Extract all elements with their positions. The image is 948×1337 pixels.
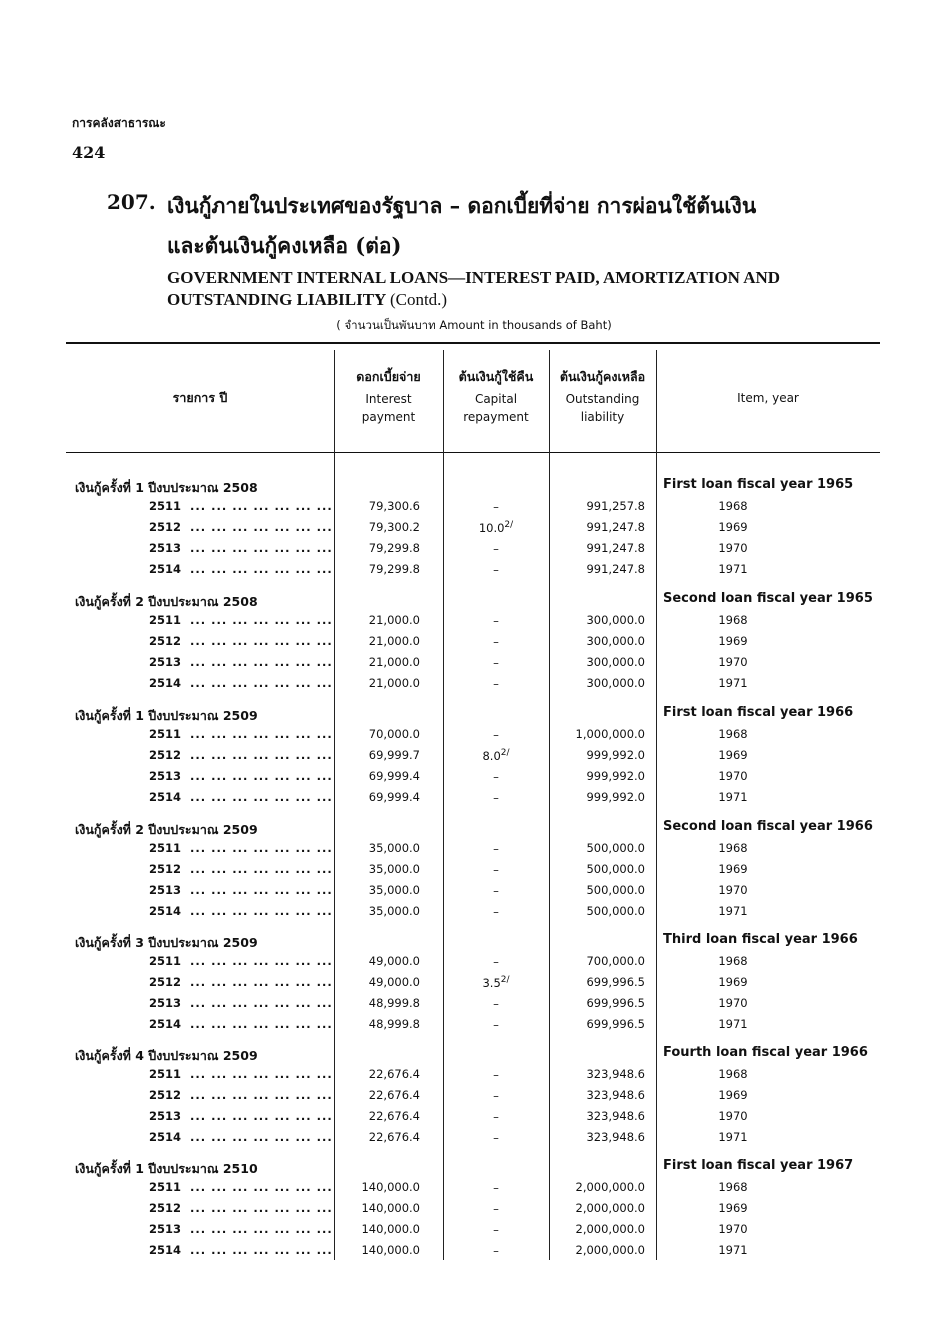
footnote-ref: 2/ xyxy=(504,520,514,530)
interest-payment: 79,299.8 xyxy=(368,562,420,576)
interest-payment: 22,676.4 xyxy=(368,1109,420,1123)
table-row xyxy=(0,881,948,902)
header-bottom-rule xyxy=(66,452,880,453)
table-row xyxy=(0,860,948,881)
capital-value: – xyxy=(493,727,499,742)
leader-dots: ... ... ... ... ... ... ... xyxy=(190,904,333,918)
capital-value: – xyxy=(493,541,499,556)
interest-payment: 21,000.0 xyxy=(368,655,420,669)
group-label-english: First loan fiscal year 1966 xyxy=(663,705,854,720)
capital-repayment xyxy=(443,975,549,990)
interest-payment: 21,000.0 xyxy=(368,613,420,627)
year-thai: 2513 xyxy=(149,1109,182,1123)
capital-repayment xyxy=(443,613,549,628)
year-thai: 2514 xyxy=(149,562,182,576)
year-thai: 2512 xyxy=(149,1201,182,1215)
capital-repayment xyxy=(443,1222,549,1237)
table-row xyxy=(0,518,948,539)
outstanding-liability: 999,992.0 xyxy=(586,790,645,804)
year-english: 1968 xyxy=(718,1180,748,1194)
year-english: 1970 xyxy=(718,1109,748,1123)
table-row xyxy=(0,902,948,923)
interest-payment: 140,000.0 xyxy=(361,1222,420,1236)
outstanding-liability: 500,000.0 xyxy=(586,862,645,876)
group-label-thai: เงินกู้ครั้งที่ 1 ปีงบประมาณ 2510 xyxy=(75,1161,258,1176)
year-thai: 2512 xyxy=(149,748,182,762)
page-number: 424 xyxy=(72,143,106,162)
year-thai: 2513 xyxy=(149,996,182,1010)
capital-repayment xyxy=(443,996,549,1011)
year-english: 1968 xyxy=(718,499,748,513)
units-note: ( จำนวนเป็นพันบาท Amount in thousands of Baht) xyxy=(336,318,612,332)
outstanding-liability: 500,000.0 xyxy=(586,904,645,918)
leader-dots: ... ... ... ... ... ... ... xyxy=(190,1109,333,1123)
year-thai: 2513 xyxy=(149,1222,182,1236)
capital-repayment xyxy=(443,883,549,898)
outstanding-liability: 999,992.0 xyxy=(586,769,645,783)
interest-payment: 22,676.4 xyxy=(368,1130,420,1144)
leader-dots: ... ... ... ... ... ... ... xyxy=(190,727,333,741)
capital-value: – xyxy=(493,562,499,577)
capital-value: – xyxy=(493,1201,499,1216)
leader-dots: ... ... ... ... ... ... ... xyxy=(190,613,333,627)
table-row xyxy=(0,539,948,560)
year-english: 1969 xyxy=(718,975,748,989)
group-header-row xyxy=(0,476,948,497)
group-label-thai: เงินกู้ครั้งที่ 3 ปีงบประมาณ 2509 xyxy=(75,935,258,950)
group-label-thai: เงินกู้ครั้งที่ 4 ปีงบประมาณ 2509 xyxy=(75,1048,258,1063)
interest-payment: 69,999.4 xyxy=(368,790,420,804)
capital-repayment xyxy=(443,1201,549,1216)
interest-payment: 140,000.0 xyxy=(361,1201,420,1215)
outstanding-liability: 2,000,000.0 xyxy=(575,1201,645,1215)
table-row xyxy=(0,973,948,994)
leader-dots: ... ... ... ... ... ... ... xyxy=(190,562,333,576)
table-row xyxy=(0,1220,948,1241)
interest-payment: 35,000.0 xyxy=(368,904,420,918)
year-thai: 2511 xyxy=(149,841,182,855)
capital-value: 3.5 xyxy=(482,975,501,990)
year-thai: 2511 xyxy=(149,1180,182,1194)
outstanding-liability: 991,247.8 xyxy=(586,520,645,534)
capital-value: – xyxy=(493,1222,499,1237)
outstanding-liability: 500,000.0 xyxy=(586,883,645,897)
outstanding-thai-label: ต้นเงินกู้คงเหลือ xyxy=(559,369,646,384)
column-header-item-english xyxy=(656,389,880,407)
capital-repayment xyxy=(443,904,549,919)
outstanding-liability: 699,996.5 xyxy=(586,1017,645,1031)
interest-payment: 79,300.6 xyxy=(368,499,420,513)
interest-thai-label: ดอกเบี้ยจ่าย xyxy=(356,369,421,384)
interest-payment: 35,000.0 xyxy=(368,883,420,897)
group-header-row xyxy=(0,590,948,611)
year-thai: 2512 xyxy=(149,634,182,648)
year-english: 1968 xyxy=(718,727,748,741)
year-thai: 2511 xyxy=(149,499,182,513)
table-row xyxy=(0,1107,948,1128)
table-row xyxy=(0,1241,948,1262)
item-english-label: Item, year xyxy=(737,391,799,405)
year-english: 1971 xyxy=(718,562,748,576)
capital-value: – xyxy=(493,1243,499,1258)
year-thai: 2511 xyxy=(149,954,182,968)
capital-repayment xyxy=(443,655,549,670)
outstanding-liability: 991,247.8 xyxy=(586,562,645,576)
leader-dots: ... ... ... ... ... ... ... xyxy=(190,954,333,968)
year-thai: 2513 xyxy=(149,541,182,555)
table-row xyxy=(0,632,948,653)
capital-english-label-2: repayment xyxy=(463,410,529,424)
interest-payment: 140,000.0 xyxy=(361,1180,420,1194)
title-contd: (Contd.) xyxy=(389,290,448,309)
group-label-english: Third loan fiscal year 1966 xyxy=(663,932,858,947)
year-thai: 2514 xyxy=(149,904,182,918)
capital-value: – xyxy=(493,769,499,784)
capital-repayment xyxy=(443,748,549,763)
capital-repayment xyxy=(443,769,549,784)
outstanding-liability: 323,948.6 xyxy=(586,1130,645,1144)
leader-dots: ... ... ... ... ... ... ... xyxy=(190,655,333,669)
year-english: 1970 xyxy=(718,769,748,783)
capital-value: – xyxy=(493,1130,499,1145)
capital-value: – xyxy=(493,790,499,805)
year-english: 1971 xyxy=(718,1243,748,1257)
leader-dots: ... ... ... ... ... ... ... xyxy=(190,1201,333,1215)
group-label-english: Second loan fiscal year 1965 xyxy=(663,591,873,606)
year-english: 1971 xyxy=(718,676,748,690)
year-english: 1969 xyxy=(718,748,748,762)
table-number: 207. xyxy=(107,190,156,214)
outstanding-liability: 991,247.8 xyxy=(586,541,645,555)
capital-repayment xyxy=(443,541,549,556)
interest-payment: 49,000.0 xyxy=(368,954,420,968)
capital-repayment xyxy=(443,1130,549,1145)
title-thai-line-1: เงินกู้ภายในประเทศของรัฐบาล – ดอกเบี้ยที่จ่าย การผ่อนใช้ต้นเงิน xyxy=(167,193,757,218)
leader-dots: ... ... ... ... ... ... ... xyxy=(190,1067,333,1081)
year-english: 1970 xyxy=(718,883,748,897)
year-thai: 2514 xyxy=(149,676,182,690)
year-thai: 2511 xyxy=(149,1067,182,1081)
outstanding-liability: 300,000.0 xyxy=(586,655,645,669)
year-thai: 2512 xyxy=(149,1088,182,1102)
group-label-english: Fourth loan fiscal year 1966 xyxy=(663,1045,868,1060)
title-english-line-2 xyxy=(167,290,447,310)
outstanding-liability: 300,000.0 xyxy=(586,634,645,648)
footnote-ref: 2/ xyxy=(500,748,510,758)
title-english-line-1: GOVERNMENT INTERNAL LOANS—INTEREST PAID, AMORTIZATION AND xyxy=(167,268,781,287)
year-english: 1969 xyxy=(718,1088,748,1102)
interest-payment: 22,676.4 xyxy=(368,1067,420,1081)
column-header-outstanding xyxy=(549,368,656,426)
group-label-english: First loan fiscal year 1967 xyxy=(663,1158,854,1173)
table-row xyxy=(0,1086,948,1107)
leader-dots: ... ... ... ... ... ... ... xyxy=(190,975,333,989)
leader-dots: ... ... ... ... ... ... ... xyxy=(190,996,333,1010)
group-header-row xyxy=(0,931,948,952)
outstanding-liability: 999,992.0 xyxy=(586,748,645,762)
title-english-line-2-text: OUTSTANDING LIABILITY xyxy=(167,290,386,309)
outstanding-liability: 323,948.6 xyxy=(586,1067,645,1081)
outstanding-liability: 991,257.8 xyxy=(586,499,645,513)
outstanding-liability: 700,000.0 xyxy=(586,954,645,968)
year-thai: 2512 xyxy=(149,975,182,989)
capital-value: – xyxy=(493,1109,499,1124)
table-row xyxy=(0,952,948,973)
leader-dots: ... ... ... ... ... ... ... xyxy=(190,790,333,804)
year-thai: 2512 xyxy=(149,862,182,876)
interest-payment: 70,000.0 xyxy=(368,727,420,741)
item-thai-label: รายการ ปี xyxy=(172,390,228,405)
year-english: 1968 xyxy=(718,613,748,627)
capital-thai-label: ต้นเงินกู้ใช้คืน xyxy=(458,369,534,384)
table-row xyxy=(0,1128,948,1149)
capital-repayment xyxy=(443,520,549,535)
capital-repayment xyxy=(443,1180,549,1195)
group-header-row xyxy=(0,1044,948,1065)
interest-english-label-2: payment xyxy=(361,410,416,424)
leader-dots: ... ... ... ... ... ... ... xyxy=(190,1180,333,1194)
leader-dots: ... ... ... ... ... ... ... xyxy=(190,1222,333,1236)
leader-dots: ... ... ... ... ... ... ... xyxy=(190,1088,333,1102)
interest-payment: 22,676.4 xyxy=(368,1088,420,1102)
interest-payment: 48,999.8 xyxy=(368,1017,420,1031)
capital-value: – xyxy=(493,954,499,969)
table-row xyxy=(0,839,948,860)
year-thai: 2514 xyxy=(149,1017,182,1031)
capital-repayment xyxy=(443,499,549,514)
capital-repayment xyxy=(443,1067,549,1082)
interest-payment: 48,999.8 xyxy=(368,996,420,1010)
capital-repayment xyxy=(443,841,549,856)
column-header-capital xyxy=(443,368,549,426)
capital-value: – xyxy=(493,1017,499,1032)
year-thai: 2513 xyxy=(149,883,182,897)
leader-dots: ... ... ... ... ... ... ... xyxy=(190,1130,333,1144)
year-thai: 2514 xyxy=(149,1243,182,1257)
table-row xyxy=(0,560,948,581)
capital-value: – xyxy=(493,1088,499,1103)
interest-payment: 69,999.4 xyxy=(368,769,420,783)
interest-payment: 49,000.0 xyxy=(368,975,420,989)
capital-repayment xyxy=(443,676,549,691)
group-label-thai: เงินกู้ครั้งที่ 1 ปีงบประมาณ 2508 xyxy=(75,480,258,495)
capital-value: 10.0 xyxy=(478,520,505,535)
group-header-row xyxy=(0,704,948,725)
year-english: 1969 xyxy=(718,520,748,534)
leader-dots: ... ... ... ... ... ... ... xyxy=(190,499,333,513)
table-row xyxy=(0,767,948,788)
capital-value: – xyxy=(493,499,499,514)
table-row xyxy=(0,1065,948,1086)
outstanding-liability: 500,000.0 xyxy=(586,841,645,855)
table-top-rule xyxy=(66,342,880,344)
table-row xyxy=(0,994,948,1015)
year-english: 1968 xyxy=(718,954,748,968)
capital-value: – xyxy=(493,655,499,670)
capital-value: – xyxy=(493,883,499,898)
year-english: 1968 xyxy=(718,841,748,855)
table-row xyxy=(0,788,948,809)
interest-payment: 79,299.8 xyxy=(368,541,420,555)
column-header-item-thai xyxy=(66,389,334,407)
table-row xyxy=(0,746,948,767)
year-english: 1971 xyxy=(718,1017,748,1031)
table-row xyxy=(0,674,948,695)
leader-dots: ... ... ... ... ... ... ... xyxy=(190,883,333,897)
year-thai: 2514 xyxy=(149,790,182,804)
capital-value: – xyxy=(493,841,499,856)
interest-payment: 79,300.2 xyxy=(368,520,420,534)
table-row xyxy=(0,653,948,674)
capital-repayment xyxy=(443,1243,549,1258)
leader-dots: ... ... ... ... ... ... ... xyxy=(190,520,333,534)
capital-repayment xyxy=(443,727,549,742)
capital-repayment xyxy=(443,634,549,649)
table-row xyxy=(0,725,948,746)
capital-repayment xyxy=(443,790,549,805)
year-english: 1969 xyxy=(718,862,748,876)
table-row xyxy=(0,1178,948,1199)
year-english: 1970 xyxy=(718,655,748,669)
interest-english-label-1: Interest xyxy=(365,392,412,406)
leader-dots: ... ... ... ... ... ... ... xyxy=(190,748,333,762)
interest-payment: 69,999.7 xyxy=(368,748,420,762)
group-label-thai: เงินกู้ครั้งที่ 1 ปีงบประมาณ 2509 xyxy=(75,708,258,723)
table-row xyxy=(0,1015,948,1036)
outstanding-liability: 2,000,000.0 xyxy=(575,1180,645,1194)
year-english: 1971 xyxy=(718,790,748,804)
group-label-english: First loan fiscal year 1965 xyxy=(663,477,854,492)
year-thai: 2514 xyxy=(149,1130,182,1144)
capital-value: – xyxy=(493,634,499,649)
leader-dots: ... ... ... ... ... ... ... xyxy=(190,769,333,783)
table-row xyxy=(0,611,948,632)
outstanding-liability: 1,000,000.0 xyxy=(575,727,645,741)
capital-value: – xyxy=(493,1180,499,1195)
year-english: 1969 xyxy=(718,634,748,648)
capital-value: 8.0 xyxy=(482,748,501,763)
outstanding-liability: 300,000.0 xyxy=(586,613,645,627)
table-row xyxy=(0,1199,948,1220)
leader-dots: ... ... ... ... ... ... ... xyxy=(190,634,333,648)
outstanding-liability: 2,000,000.0 xyxy=(575,1243,645,1257)
interest-payment: 21,000.0 xyxy=(368,676,420,690)
capital-value: – xyxy=(493,676,499,691)
outstanding-liability: 300,000.0 xyxy=(586,676,645,690)
capital-repayment xyxy=(443,954,549,969)
capital-repayment xyxy=(443,1017,549,1032)
year-thai: 2511 xyxy=(149,613,182,627)
capital-value: – xyxy=(493,904,499,919)
capital-repayment xyxy=(443,862,549,877)
year-thai: 2513 xyxy=(149,769,182,783)
year-english: 1971 xyxy=(718,1130,748,1144)
capital-english-label-1: Capital xyxy=(474,392,518,406)
capital-repayment xyxy=(443,562,549,577)
leader-dots: ... ... ... ... ... ... ... xyxy=(190,676,333,690)
leader-dots: ... ... ... ... ... ... ... xyxy=(190,1017,333,1031)
interest-payment: 35,000.0 xyxy=(368,841,420,855)
outstanding-liability: 323,948.6 xyxy=(586,1088,645,1102)
footnote-ref: 2/ xyxy=(500,975,510,985)
interest-payment: 21,000.0 xyxy=(368,634,420,648)
outstanding-english-label-2: liability xyxy=(580,410,625,424)
year-english: 1970 xyxy=(718,541,748,555)
leader-dots: ... ... ... ... ... ... ... xyxy=(190,862,333,876)
year-english: 1970 xyxy=(718,996,748,1010)
year-thai: 2511 xyxy=(149,727,182,741)
capital-value: – xyxy=(493,862,499,877)
capital-value: – xyxy=(493,996,499,1011)
leader-dots: ... ... ... ... ... ... ... xyxy=(190,541,333,555)
group-label-thai: เงินกู้ครั้งที่ 2 ปีงบประมาณ 2508 xyxy=(75,594,258,609)
interest-payment: 140,000.0 xyxy=(361,1243,420,1257)
column-header-interest xyxy=(334,368,443,426)
group-header-row xyxy=(0,1157,948,1178)
outstanding-english-label-1: Outstanding xyxy=(565,392,640,406)
year-thai: 2513 xyxy=(149,655,182,669)
leader-dots: ... ... ... ... ... ... ... xyxy=(190,841,333,855)
outstanding-liability: 699,996.5 xyxy=(586,975,645,989)
year-english: 1971 xyxy=(718,904,748,918)
group-header-row xyxy=(0,818,948,839)
group-label-thai: เงินกู้ครั้งที่ 2 ปีงบประมาณ 2509 xyxy=(75,822,258,837)
capital-repayment xyxy=(443,1109,549,1124)
running-head: การคลังสาธารณะ xyxy=(72,116,166,130)
year-english: 1969 xyxy=(718,1201,748,1215)
capital-value: – xyxy=(493,613,499,628)
title-thai-line-2: และต้นเงินกู้คงเหลือ (ต่อ) xyxy=(167,233,402,258)
year-english: 1970 xyxy=(718,1222,748,1236)
outstanding-liability: 2,000,000.0 xyxy=(575,1222,645,1236)
outstanding-liability: 323,948.6 xyxy=(586,1109,645,1123)
group-label-english: Second loan fiscal year 1966 xyxy=(663,819,873,834)
outstanding-liability: 699,996.5 xyxy=(586,996,645,1010)
capital-repayment xyxy=(443,1088,549,1103)
interest-payment: 35,000.0 xyxy=(368,862,420,876)
year-thai: 2512 xyxy=(149,520,182,534)
leader-dots: ... ... ... ... ... ... ... xyxy=(190,1243,333,1257)
year-english: 1968 xyxy=(718,1067,748,1081)
table-row xyxy=(0,497,948,518)
capital-value: – xyxy=(493,1067,499,1082)
